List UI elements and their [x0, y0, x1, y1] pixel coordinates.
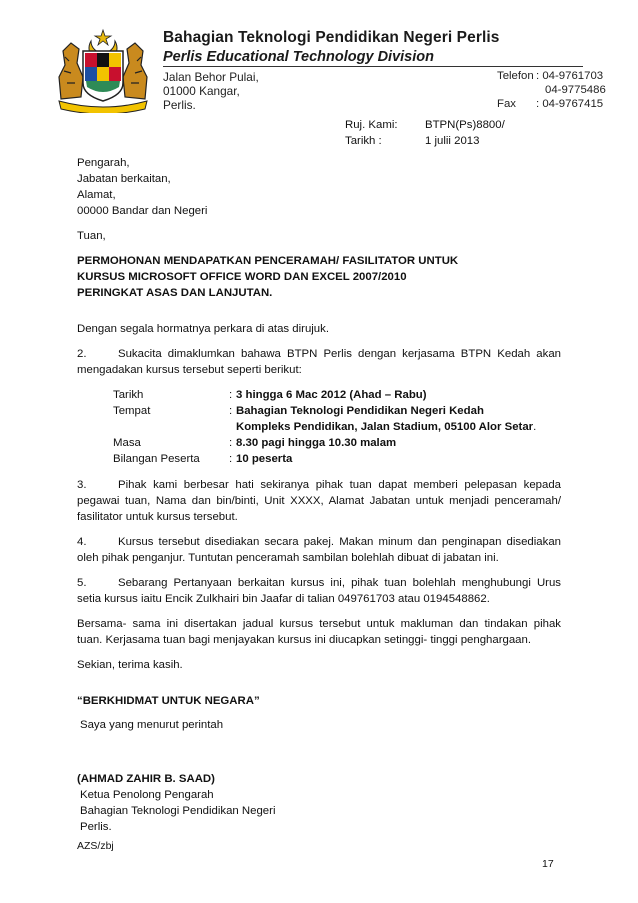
reference-label: Ruj. Kami:	[345, 119, 398, 131]
signatory-title: Ketua Penolong Pengarah	[80, 789, 214, 801]
coat-of-arms-icon	[55, 27, 151, 113]
closing-paragraph-line-1: Bersama- sama ini disertakan jadual kursus tersebut untuk makluman dan tindakan pihak	[77, 618, 561, 630]
org-name-malay: Bahagian Teknologi Pendidikan Negeri Perlis	[163, 29, 500, 46]
paragraph-3-line-1: Pihak kami berbesar hati sekiranya pihak tuan dapat memberi pelepasan kepada	[118, 479, 561, 491]
signatory-title: Bahagian Teknologi Pendidikan Negeri	[80, 805, 276, 817]
paragraph-5-line-2: setia kursus iaitu Encik Zulkhairi bin Jaafar di talian 049761703 atau 0194548862.	[77, 593, 490, 605]
address-line: Jalan Behor Pulai,	[163, 70, 259, 84]
schedule-participants-label: Bilangan Peserta	[113, 453, 200, 465]
letterhead-divider	[163, 66, 583, 67]
schedule-date-label: Tarikh	[113, 389, 144, 401]
signatory-title: Perlis.	[80, 821, 112, 833]
schedule-colon: :	[229, 437, 233, 449]
signatory-name: (AHMAD ZAHIR B. SAAD)	[77, 773, 215, 785]
date-label: Tarikh :	[345, 135, 382, 147]
schedule-colon: :	[229, 405, 233, 417]
telefon-label: Telefon	[497, 70, 534, 82]
recipient-line: 00000 Bandar dan Negeri	[77, 205, 208, 217]
subject-line: PERMOHONAN MENDAPATKAN PENCERAMAH/ FASILITATOR UNTUK	[77, 255, 459, 267]
reference-initials: AZS/zbj	[77, 840, 114, 852]
recipient-line: Jabatan berkaitan,	[77, 173, 171, 185]
salutation: Tuan,	[77, 230, 106, 242]
date-value: 1 julii 2013	[425, 135, 480, 147]
telefon-number-1: : 04-9761703	[536, 70, 604, 82]
reference-value: BTPN(Ps)8800/	[425, 119, 505, 131]
schedule-venue-period: .	[533, 421, 537, 433]
schedule-time-label: Masa	[113, 437, 141, 449]
address-line: Perlis.	[163, 98, 196, 112]
fax-label: Fax	[497, 98, 516, 110]
motto: “BERKHIDMAT UNTUK NEGARA”	[77, 695, 260, 707]
schedule-participants-value: 10 peserta	[236, 453, 293, 465]
recipient-line: Alamat,	[77, 189, 116, 201]
schedule-colon: :	[229, 389, 233, 401]
opening-sentence: Dengan segala hormatnya perkara di atas dirujuk.	[77, 323, 330, 335]
schedule-venue-label: Tempat	[113, 405, 151, 417]
recipient-line: Pengarah,	[77, 157, 130, 169]
paragraph-2-line-2: mengadakan kursus tersebut seperti berikut:	[77, 364, 302, 376]
page-number: 17	[542, 858, 554, 870]
closing-paragraph-line-2: tuan. Kerjasama tuan bagi menjayakan kursus ini diucapkan setinggi- tinggi penghargaan.	[77, 634, 532, 646]
paragraph-3-line-2: pegawai tuan, Nama dan bin/binti, Unit XXXX, Alamat Jabatan untuk menjadi penceramah/	[77, 495, 561, 507]
schedule-colon: :	[229, 453, 233, 465]
subject-line: PERINGKAT ASAS DAN LANJUTAN.	[77, 287, 273, 299]
org-name-english: Perlis Educational Technology Division	[163, 49, 434, 65]
schedule-venue-value-2: Kompleks Pendidikan, Jalan Stadium, 05100 Alor Setar	[236, 421, 534, 433]
paragraph-number: 2.	[77, 348, 87, 360]
paragraph-4-line-1: Kursus tersebut disediakan secara pakej. Makan minum dan penginapan disediakan	[118, 536, 561, 548]
schedule-date-value: 3 hingga 6 Mac 2012 (Ahad – Rabu)	[236, 389, 427, 401]
address-line: 01000 Kangar,	[163, 84, 240, 98]
paragraph-2-line-1: Sukacita dimaklumkan bahawa BTPN Perlis dengan kerjasama BTPN Kedah akan	[118, 348, 561, 360]
thanks-line: Sekian, terima kasih.	[77, 659, 183, 671]
paragraph-number: 4.	[77, 536, 87, 548]
fax-number: : 04-9767415	[536, 98, 604, 110]
telefon-number-2: 04-9775486	[545, 84, 606, 96]
paragraph-number: 5.	[77, 577, 87, 589]
schedule-venue-value-1: Bahagian Teknologi Pendidikan Negeri Kedah	[236, 405, 484, 417]
sign-off: Saya yang menurut perintah	[80, 719, 224, 731]
paragraph-number: 3.	[77, 479, 87, 491]
paragraph-4-line-2: oleh pihak penganjur. Tuntutan penceramah sambilan bolehlah dibuat di jabatan ini.	[77, 552, 499, 564]
paragraph-3-line-3: fasilitator untuk kursus tersebut.	[77, 511, 238, 523]
subject-line: KURSUS MICROSOFT OFFICE WORD DAN EXCEL 2007/2010	[77, 271, 407, 283]
paragraph-5-line-1: Sebarang Pertanyaan berkaitan kursus ini, pihak tuan bolehlah menghubungi Urus	[118, 577, 561, 589]
schedule-time-value: 8.30 pagi hingga 10.30 malam	[236, 437, 397, 449]
